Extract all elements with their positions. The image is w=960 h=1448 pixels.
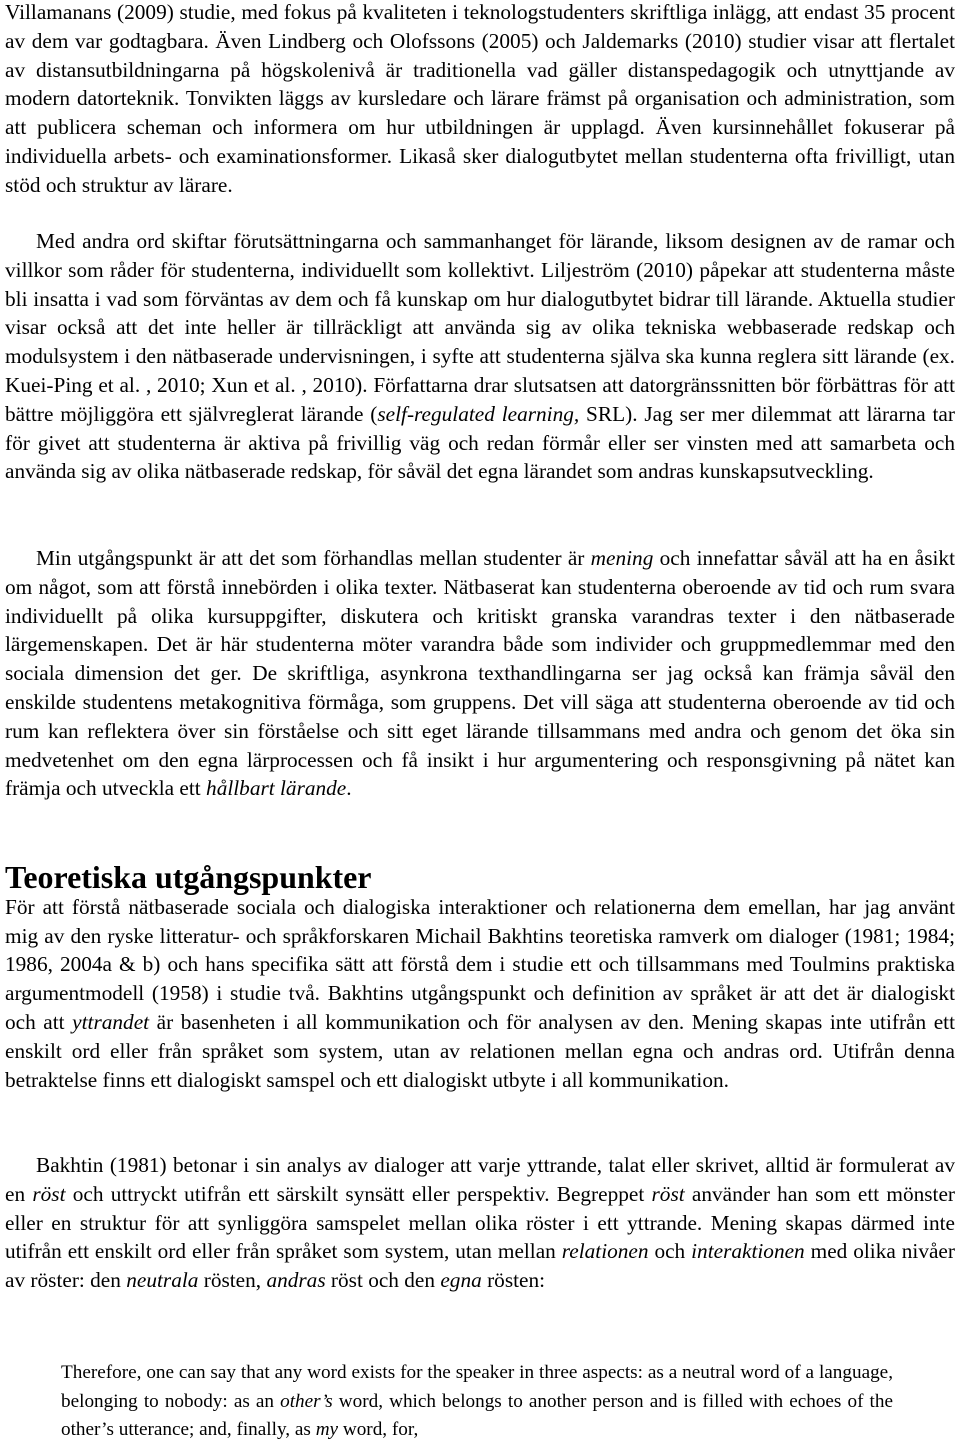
block-quote: Therefore, one can say that any word exists for the speaker in three aspects: as a neutral word of a language, belonging to nobody: as an other’s word, which belongs to another person and is filled with echoes of the other’s utterance; and, finally, as my word, for,	[61, 1362, 893, 1441]
paragraph-med-andra-ord: Med andra ord skiftar förutsättningarna och sammanhanget för lärande, liksom designen av de ramar och villkor som råder för studenterna, individuellt som kollektivt. Liljeström (2010) påpekar att studenterna måste bli insatta i vad som förväntas av dem och få kunskap om hur dialogutbytet bidrar till lärande. Aktuella studier visar också att det inte heller är tillräckligt att använda sig av olika tekniska webbaserade redskap och modulsystem i den nätbaserade undervisningen, i syfte att studenterna själva ska kunna reglera sitt lärande (ex. Kuei-Ping et al. , 2010; Xun et al. , 2010). Författarna drar slutsatsen att datorgränssnitten bör förbättras för att bättre möjliggöra ett självreglerat lärande (self-regulated learning, SRL). Jag ser mer dilemmat att lärarna tar för givet att studenterna är aktiva på frivillig väg och redan förmår eller ser vinsten med att samarbeta och använda sig av olika nätbaserade redskap, för såväl det egna lärandet som andras kunskapsutveckling.	[5, 229, 955, 484]
paragraph-min-utgangspunkt: Min utgångspunkt är att det som förhandlas mellan studenter är mening och innefattar såväl att ha en åsikt om något, som att förstå innebörden i olika texter. Nätbaserat kan studenterna oberoende av tid och rum svara individuellt på olika kursuppgifter, diskutera och kritiskt granska varandras texter i den nätbaserade lärgemenskapen. Det är här studenterna möter varandra både som individer och gruppmedlemmar med den sociala dimension det ger. De skriftliga, asynkrona texthandlingarna ser jag också kan främja såväl den enskilde studentens metakognitiva förmåga, som gruppens. Det vill säga att studenterna oberoende av tid och rum kan reflektera över sin förståelse och sitt eget lärande tillsammans med andra och genom det öka sin medvetenhet om den egna lärprocessen och få insikt i hur argumentering och responsgivning på nätet kan främja och utveckla ett hållbart lärande.	[5, 546, 955, 801]
paragraph-bakhtin-framework: För att förstå nätbaserade sociala och dialogiska interaktioner och relationerna dem emellan, har jag använt mig av den ryske litteratur- och språkforskaren Michail Bakhtins teoretiska ramverk om dialoger (1981; 1984; 1986, 2004a & b) och hans specifika sätt att förstå dem i studie ett och tillsammans med Toulmins praktiska argumentmodell (1958) i studie två. Bakhtins utgångspunkt och definition av språket är att det är dialogiskt och att yttrandet är basenheten i all kommunikation och för analysen av den. Mening skapas inte utifrån ett enskilt ord eller från språket som system, utan av relationen mellan egna och andras ord. Utifrån denna betraktelse finns ett dialogiskt samspel och ett dialogiskt utbyte i all kommunikation.	[5, 894, 955, 1092]
paragraph-bakhtin-voice: Bakhtin (1981) betonar i sin analys av dialoger att varje yttrande, talat eller skrivet, alltid är formulerat av en röst och uttryckt utifrån ett särskilt synsätt eller perspektiv. Begreppet röst använder han som ett mönster eller en struktur för att synliggöra samspelet mellan olika röster i ett yttrande. Mening skapas därmed inte utifrån ett enskilt ord eller från språket som system, utan mellan relationen och interaktionen med olika nivåer av röster: den neutrala rösten, andras röst och den egna rösten:	[5, 1153, 956, 1293]
paragraph-villamanan-study: Villamanans (2009) studie, med fokus på kvaliteten i teknologstudenters skriftliga inlägg, att endast 35 procent av dem var godtagbara. Även Lindberg och Olofssons (2005) och Jaldemarks (2010) studier visar att flertalet av distansutbildningarna på högskolenivå är traditionella vad gäller distanspedagogik och utnyttjande av modern datorteknik. Tonvikten läggs av kursledare och lärare främst på organisation och administration, som att publicera scheman och informera om hur utbildningen är upplagd. Även kursinnehållet fokuserar på individuella arbets- och examinationsformer. Likaså sker dialogutbytet mellan studenterna ofta frivilligt, utan stöd och struktur av lärare.	[5, 0, 955, 197]
section-theory	[5, 860, 955, 1094]
section-heading: Teoretiska utgångspunkter	[5, 860, 372, 895]
